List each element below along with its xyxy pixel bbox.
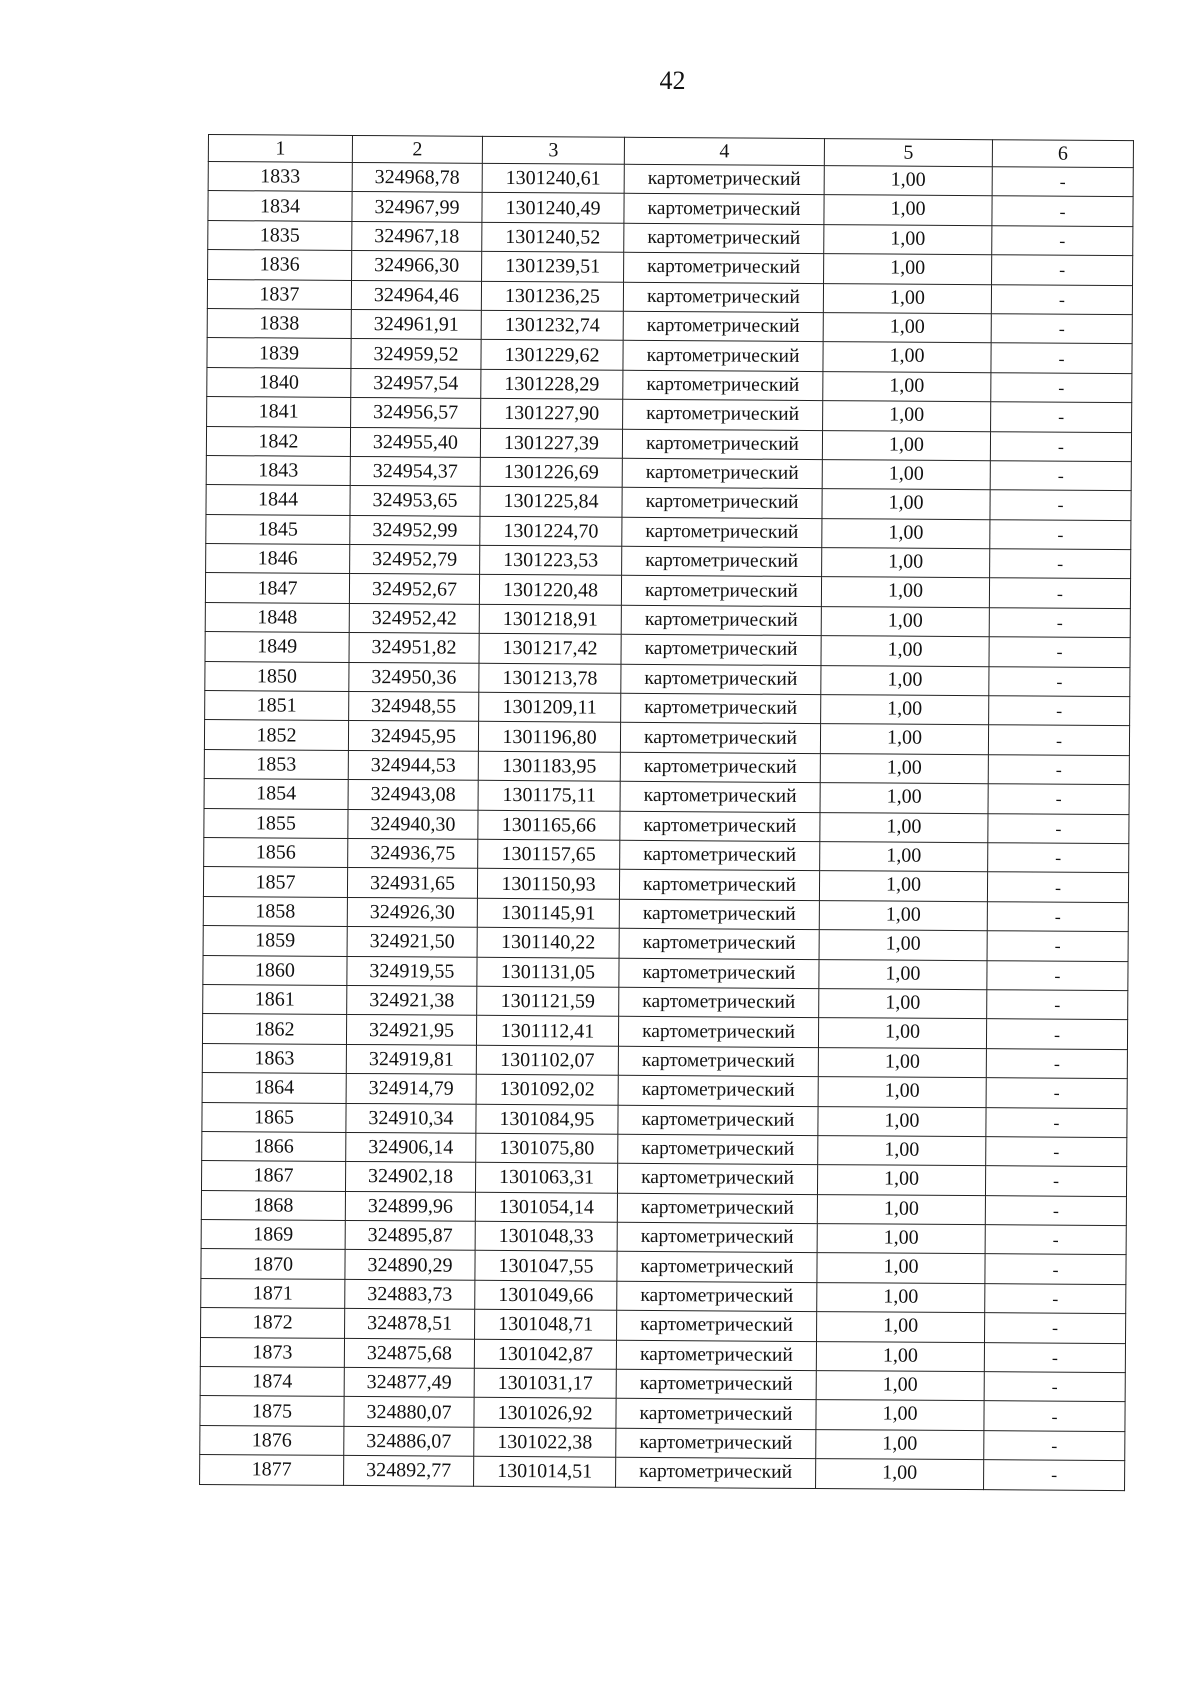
method-cell: картометрический [623,370,823,401]
error-cell: 1,00 [824,224,992,255]
x-coordinate-cell: 324956,57 [351,398,481,428]
x-coordinate-cell: 324936,75 [348,838,478,868]
y-coordinate-cell: 1301121,59 [477,986,619,1016]
note-cell: - [989,578,1130,608]
y-coordinate-cell: 1301240,52 [482,222,624,252]
error-cell: 1,00 [821,665,989,696]
x-coordinate-cell: 324952,67 [349,574,479,604]
error-cell: 1,00 [821,695,989,726]
x-coordinate-cell: 324880,07 [344,1397,474,1427]
method-cell: картометрический [616,1369,816,1400]
method-cell: картометрический [623,282,823,313]
note-cell: - [987,960,1128,990]
y-coordinate-cell: 1301131,05 [477,957,619,987]
point-number-cell: 1836 [208,250,352,280]
method-cell: картометрический [617,1222,817,1253]
method-cell: картометрический [621,605,821,636]
y-coordinate-cell: 1301228,29 [481,369,623,399]
x-coordinate-cell: 324921,95 [346,1015,476,1045]
error-cell: 1,00 [819,959,987,990]
x-coordinate-cell: 324955,40 [350,427,480,457]
point-number-cell: 1872 [201,1308,345,1338]
y-coordinate-cell: 1301175,11 [478,781,620,811]
point-number-cell: 1864 [202,1073,346,1103]
note-cell: - [987,901,1128,931]
y-coordinate-cell: 1301209,11 [479,692,621,722]
point-number-cell: 1875 [200,1396,344,1426]
x-coordinate-cell: 324967,18 [352,221,482,251]
column-header: 3 [482,136,624,164]
note-cell: - [991,402,1132,432]
x-coordinate-cell: 324883,73 [345,1279,475,1309]
error-cell: 1,00 [823,342,991,373]
y-coordinate-cell: 1301102,07 [476,1045,618,1075]
point-number-cell: 1862 [202,1014,346,1044]
point-number-cell: 1851 [205,691,349,721]
point-number-cell: 1838 [207,308,351,338]
x-coordinate-cell: 324931,65 [347,868,477,898]
y-coordinate-cell: 1301240,61 [482,163,624,193]
method-cell: картометрический [620,723,820,754]
x-coordinate-cell: 324952,42 [349,603,479,633]
note-cell: - [992,225,1133,255]
method-cell: картометрический [619,928,819,959]
error-cell: 1,00 [823,401,991,432]
method-cell: картометрический [624,223,824,254]
error-cell: 1,00 [818,1018,986,1049]
note-cell: - [986,1048,1127,1078]
point-number-cell: 1852 [204,720,348,750]
point-number-cell: 1863 [202,1043,346,1073]
point-number-cell: 1854 [204,779,348,809]
note-cell: - [985,1166,1126,1196]
coordinates-table-container [199,134,1133,1491]
y-coordinate-cell: 1301232,74 [481,310,623,340]
method-cell: картометрический [621,664,821,695]
y-coordinate-cell: 1301240,49 [482,193,624,223]
point-number-cell: 1860 [203,955,347,985]
method-cell: картометрический [617,1164,817,1195]
y-coordinate-cell: 1301226,69 [480,457,622,487]
note-cell: - [990,490,1131,520]
point-number-cell: 1874 [200,1366,344,1396]
point-number-cell: 1844 [206,485,350,515]
x-coordinate-cell: 324877,49 [344,1367,474,1397]
method-cell: картометрический [616,1340,816,1371]
y-coordinate-cell: 1301224,70 [480,516,622,546]
method-cell: картометрический [618,1075,818,1106]
error-cell: 1,00 [817,1165,985,1196]
x-coordinate-cell: 324953,65 [350,486,480,516]
x-coordinate-cell: 324964,46 [351,280,481,310]
note-cell: - [986,1019,1127,1049]
point-number-cell: 1834 [208,191,352,221]
error-cell: 1,00 [816,1429,984,1460]
method-cell: картометрический [619,958,819,989]
note-cell: - [990,549,1131,579]
point-number-cell: 1868 [201,1190,345,1220]
y-coordinate-cell: 1301227,39 [480,428,622,458]
y-coordinate-cell: 1301049,66 [475,1280,617,1310]
note-cell: - [991,314,1132,344]
error-cell: 1,00 [818,1047,986,1078]
point-number-cell: 1873 [200,1337,344,1367]
error-cell: 1,00 [820,724,988,755]
point-number-cell: 1841 [207,397,351,427]
x-coordinate-cell: 324899,96 [345,1191,475,1221]
note-cell: - [985,1195,1126,1225]
x-coordinate-cell: 324875,68 [344,1338,474,1368]
note-cell: - [987,872,1128,902]
y-coordinate-cell: 1301227,90 [481,398,623,428]
method-cell: картометрический [616,1399,816,1430]
note-cell: - [989,608,1130,638]
column-header: 6 [992,140,1133,168]
point-number-cell: 1842 [206,426,350,456]
method-cell: картометрический [624,164,824,195]
y-coordinate-cell: 1301140,22 [477,927,619,957]
point-number-cell: 1840 [207,367,351,397]
error-cell: 1,00 [824,254,992,285]
y-coordinate-cell: 1301236,25 [481,281,623,311]
y-coordinate-cell: 1301112,41 [476,1016,618,1046]
y-coordinate-cell: 1301014,51 [474,1456,616,1486]
point-number-cell: 1846 [206,544,350,574]
x-coordinate-cell: 324952,79 [350,545,480,575]
coordinates-table [199,134,1134,1491]
note-cell: - [989,696,1130,726]
error-cell: 1,00 [818,1077,986,1108]
error-cell: 1,00 [819,930,987,961]
x-coordinate-cell: 324959,52 [351,339,481,369]
note-cell: - [990,461,1131,491]
y-coordinate-cell: 1301145,91 [477,898,619,928]
error-cell: 1,00 [816,1371,984,1402]
point-number-cell: 1858 [203,896,347,926]
x-coordinate-cell: 324919,81 [346,1044,476,1074]
error-cell: 1,00 [819,871,987,902]
y-coordinate-cell: 1301223,53 [480,545,622,575]
method-cell: картометрический [620,752,820,783]
point-number-cell: 1859 [203,926,347,956]
note-cell: - [988,755,1129,785]
note-cell: - [985,1254,1126,1284]
x-coordinate-cell: 324954,37 [350,456,480,486]
y-coordinate-cell: 1301054,14 [475,1192,617,1222]
x-coordinate-cell: 324921,38 [347,985,477,1015]
point-number-cell: 1857 [203,867,347,897]
method-cell: картометрический [622,517,822,548]
x-coordinate-cell: 324878,51 [345,1309,475,1339]
note-cell: - [986,1107,1127,1137]
note-cell: - [986,1078,1127,1108]
error-cell: 1,00 [821,577,989,608]
point-number-cell: 1835 [208,220,352,250]
note-cell: - [988,725,1129,755]
error-cell: 1,00 [817,1312,985,1343]
error-cell: 1,00 [823,313,991,344]
method-cell: картометрический [618,1134,818,1165]
error-cell: 1,00 [820,783,988,814]
method-cell: картометрический [622,546,822,577]
point-number-cell: 1867 [201,1161,345,1191]
point-number-cell: 1855 [204,808,348,838]
x-coordinate-cell: 324906,14 [346,1132,476,1162]
x-coordinate-cell: 324890,29 [345,1250,475,1280]
x-coordinate-cell: 324919,55 [347,956,477,986]
note-cell: - [989,666,1130,696]
error-cell: 1,00 [822,489,990,520]
x-coordinate-cell: 324952,99 [350,515,480,545]
column-header: 2 [352,135,482,163]
x-coordinate-cell: 324957,54 [351,368,481,398]
point-number-cell: 1877 [200,1455,344,1485]
y-coordinate-cell: 1301092,02 [476,1074,618,1104]
point-number-cell: 1856 [204,837,348,867]
error-cell: 1,00 [818,1135,986,1166]
error-cell: 1,00 [820,753,988,784]
note-cell: - [988,784,1129,814]
column-header: 4 [624,137,824,165]
table-body [200,162,1134,1491]
y-coordinate-cell: 1301213,78 [479,663,621,693]
method-cell: картометрический [622,458,822,489]
method-cell: картометрический [617,1310,817,1341]
point-number-cell: 1837 [207,279,351,309]
method-cell: картометрический [618,1105,818,1136]
error-cell: 1,00 [816,1400,984,1431]
error-cell: 1,00 [817,1224,985,1255]
note-cell: - [991,343,1132,373]
x-coordinate-cell: 324944,53 [348,750,478,780]
error-cell: 1,00 [822,459,990,490]
point-number-cell: 1833 [208,162,352,192]
point-number-cell: 1847 [205,573,349,603]
error-cell: 1,00 [816,1459,984,1490]
method-cell: картометрический [619,870,819,901]
note-cell: - [990,431,1131,461]
x-coordinate-cell: 324921,50 [347,927,477,957]
y-coordinate-cell: 1301084,95 [476,1104,618,1134]
point-number-cell: 1853 [204,749,348,779]
point-number-cell: 1849 [205,632,349,662]
y-coordinate-cell: 1301047,55 [475,1251,617,1281]
page-number: 42 [659,66,686,95]
x-coordinate-cell: 324967,99 [352,192,482,222]
x-coordinate-cell: 324940,30 [348,809,478,839]
y-coordinate-cell: 1301157,65 [478,839,620,869]
x-coordinate-cell: 324945,95 [348,721,478,751]
method-cell: картометрический [620,781,820,812]
x-coordinate-cell: 324948,55 [349,691,479,721]
method-cell: картометрический [624,252,824,283]
method-cell: картометрический [623,311,823,342]
point-number-cell: 1870 [201,1249,345,1279]
point-number-cell: 1843 [206,455,350,485]
y-coordinate-cell: 1301165,66 [478,810,620,840]
note-cell: - [985,1284,1126,1314]
error-cell: 1,00 [824,166,992,197]
note-cell: - [987,990,1128,1020]
method-cell: картометрический [618,1017,818,1048]
x-coordinate-cell: 324914,79 [346,1074,476,1104]
method-cell: картометрический [623,341,823,372]
y-coordinate-cell: 1301239,51 [482,251,624,281]
note-cell: - [991,372,1132,402]
x-coordinate-cell: 324950,36 [349,662,479,692]
note-cell: - [984,1401,1125,1431]
x-coordinate-cell: 324895,87 [345,1220,475,1250]
point-number-cell: 1866 [202,1131,346,1161]
error-cell: 1,00 [816,1341,984,1372]
x-coordinate-cell: 324951,82 [349,633,479,663]
point-number-cell: 1845 [206,514,350,544]
error-cell: 1,00 [820,812,988,843]
y-coordinate-cell: 1301063,31 [475,1163,617,1193]
method-cell: картометрический [617,1252,817,1283]
y-coordinate-cell: 1301031,17 [474,1368,616,1398]
point-number-cell: 1848 [205,602,349,632]
method-cell: картометрический [620,840,820,871]
x-coordinate-cell: 324926,30 [347,897,477,927]
method-cell: картометрический [617,1193,817,1224]
method-cell: картометрический [622,429,822,460]
point-number-cell: 1861 [203,984,347,1014]
x-coordinate-cell: 324943,08 [348,780,478,810]
error-cell: 1,00 [817,1194,985,1225]
error-cell: 1,00 [823,371,991,402]
error-cell: 1,00 [821,606,989,637]
error-cell: 1,00 [819,900,987,931]
note-cell: - [992,167,1133,197]
error-cell: 1,00 [821,636,989,667]
point-number-cell: 1839 [207,338,351,368]
point-number-cell: 1876 [200,1425,344,1455]
x-coordinate-cell: 324886,07 [344,1426,474,1456]
error-cell: 1,00 [818,1106,986,1137]
y-coordinate-cell: 1301220,48 [479,575,621,605]
point-number-cell: 1865 [202,1102,346,1132]
method-cell: картометрический [616,1428,816,1459]
note-cell: - [984,1460,1125,1490]
y-coordinate-cell: 1301183,95 [478,751,620,781]
y-coordinate-cell: 1301048,33 [475,1221,617,1251]
note-cell: - [988,843,1129,873]
method-cell: картометрический [619,987,819,1018]
method-cell: картометрический [617,1281,817,1312]
x-coordinate-cell: 324968,78 [352,162,482,192]
method-cell: картометрический [618,1046,818,1077]
y-coordinate-cell: 1301075,80 [476,1133,618,1163]
point-number-cell: 1869 [201,1220,345,1250]
note-cell: - [985,1225,1126,1255]
y-coordinate-cell: 1301218,91 [479,604,621,634]
y-coordinate-cell: 1301150,93 [477,869,619,899]
error-cell: 1,00 [822,430,990,461]
y-coordinate-cell: 1301022,38 [474,1427,616,1457]
method-cell: картометрический [621,693,821,724]
note-cell: - [986,1137,1127,1167]
method-cell: картометрический [623,399,823,430]
x-coordinate-cell: 324892,77 [344,1456,474,1486]
y-coordinate-cell: 1301196,80 [478,722,620,752]
error-cell: 1,00 [817,1282,985,1313]
method-cell: картометрический [616,1457,816,1488]
y-coordinate-cell: 1301225,84 [480,487,622,517]
note-cell: - [985,1313,1126,1343]
error-cell: 1,00 [822,548,990,579]
y-coordinate-cell: 1301217,42 [479,634,621,664]
method-cell: картометрический [621,576,821,607]
note-cell: - [984,1372,1125,1402]
error-cell: 1,00 [820,842,988,873]
point-number-cell: 1850 [205,661,349,691]
note-cell: - [989,637,1130,667]
y-coordinate-cell: 1301026,92 [474,1398,616,1428]
column-header: 1 [208,135,352,163]
method-cell: картометрический [624,194,824,225]
note-cell: - [992,255,1133,285]
error-cell: 1,00 [817,1253,985,1284]
error-cell: 1,00 [822,518,990,549]
note-cell: - [990,519,1131,549]
y-coordinate-cell: 1301229,62 [481,340,623,370]
column-header: 5 [824,139,992,167]
note-cell: - [984,1342,1125,1372]
method-cell: картометрический [620,811,820,842]
note-cell: - [992,196,1133,226]
table-row [200,1455,1125,1491]
note-cell: - [984,1430,1125,1460]
method-cell: картометрический [619,899,819,930]
note-cell: - [991,284,1132,314]
y-coordinate-cell: 1301042,87 [474,1339,616,1369]
error-cell: 1,00 [824,195,992,226]
method-cell: картометрический [621,635,821,666]
x-coordinate-cell: 324902,18 [345,1162,475,1192]
x-coordinate-cell: 324961,91 [351,309,481,339]
note-cell: - [988,813,1129,843]
point-number-cell: 1871 [201,1278,345,1308]
error-cell: 1,00 [823,283,991,314]
x-coordinate-cell: 324910,34 [346,1103,476,1133]
error-cell: 1,00 [819,989,987,1020]
note-cell: - [987,931,1128,961]
y-coordinate-cell: 1301048,71 [475,1310,617,1340]
method-cell: картометрический [622,488,822,519]
x-coordinate-cell: 324966,30 [352,251,482,281]
